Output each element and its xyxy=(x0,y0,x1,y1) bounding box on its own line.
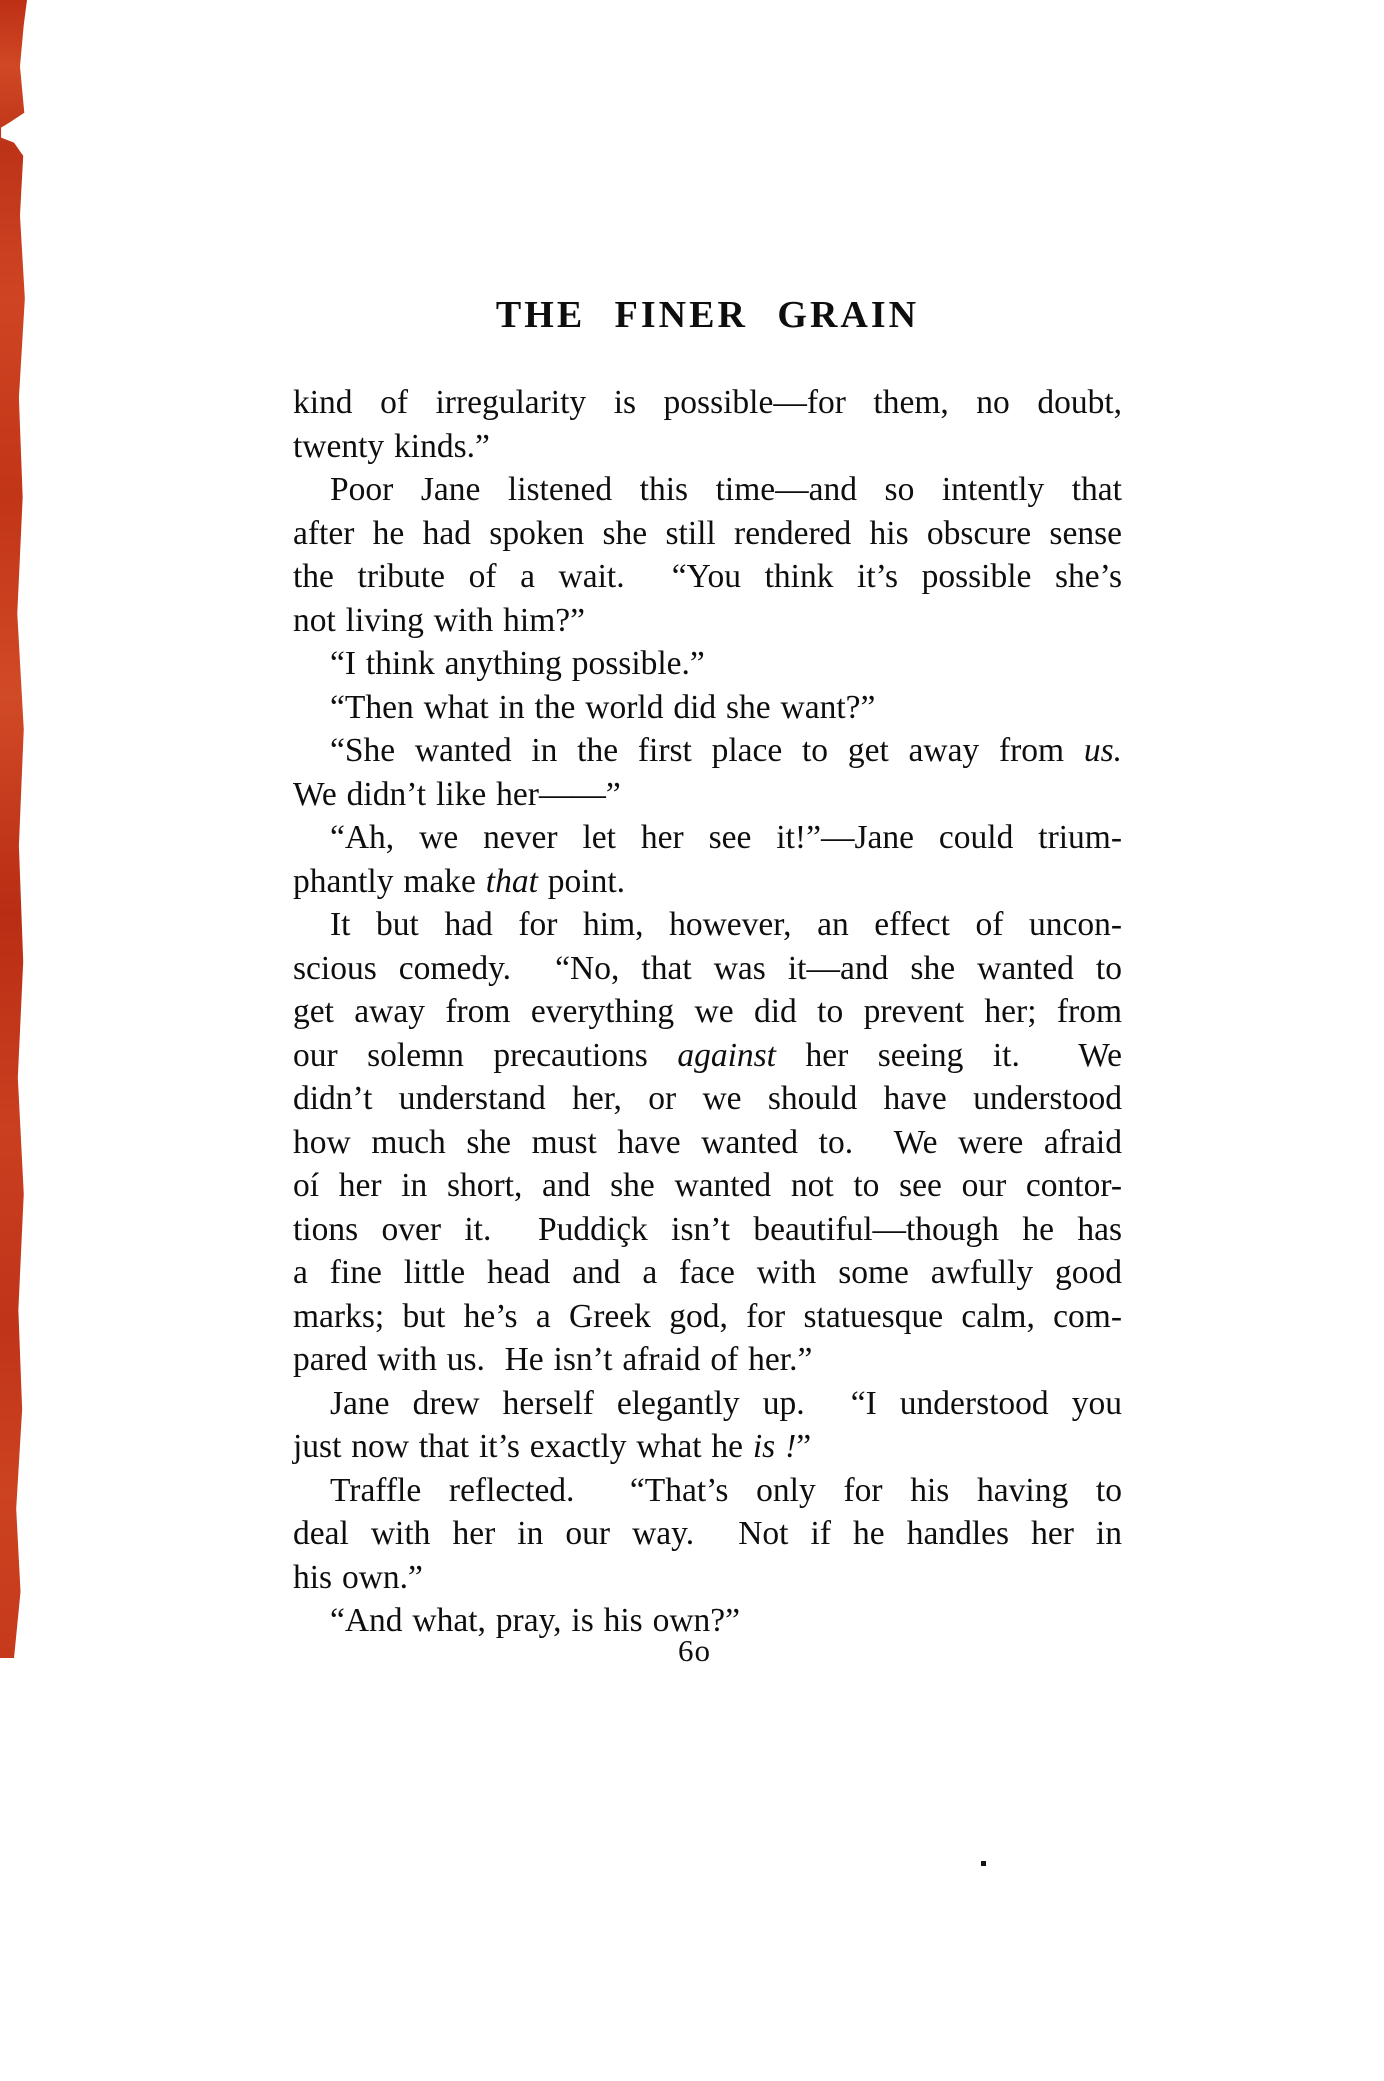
text-line xyxy=(293,512,1122,556)
text-line xyxy=(293,1469,1122,1513)
italic-text: us. xyxy=(1083,732,1122,769)
text-line xyxy=(293,1338,1122,1382)
text-segment: kind of irregularity is possible—for them, no doubt, xyxy=(293,384,1122,421)
page-number: 6o xyxy=(678,1633,711,1668)
text-segment: We didn’t like her——” xyxy=(293,775,621,813)
text-segment: oí her in short, and she wanted not to see our contor- xyxy=(293,1167,1122,1204)
text-segment: his own.” xyxy=(293,1558,423,1596)
text-line xyxy=(293,468,1122,512)
italic-text: is ! xyxy=(752,1428,797,1465)
text-segment: “She wanted in the first place to get away from xyxy=(330,732,1084,769)
text-segment: just now that it’s exactly what he xyxy=(293,1428,753,1465)
text-segment: marks; but he’s a Greek god, for statuesque calm, com- xyxy=(293,1297,1122,1335)
body-text xyxy=(293,381,1122,1643)
text-segment: It but had for him, however, an effect of uncon- xyxy=(330,906,1122,943)
text-segment: not living with him?” xyxy=(293,601,586,639)
text-segment: scious comedy. “No, that was it—and she wanted to xyxy=(293,949,1122,987)
text-segment: “Ah, we never let her see it!”—Jane could trium- xyxy=(330,819,1122,856)
text-segment: Traffle reflected. “That’s only for his having to xyxy=(330,1471,1122,1509)
text-segment: get away from everything we did to prevent her; from xyxy=(293,993,1122,1030)
text-line xyxy=(293,1077,1122,1121)
scan-edge-stain xyxy=(0,0,27,1658)
text-line xyxy=(293,860,1122,904)
text-line xyxy=(293,773,1122,817)
text-line xyxy=(293,425,1122,469)
text-line xyxy=(293,947,1122,991)
text-segment: how much she must have wanted to. We were afraid xyxy=(293,1123,1122,1161)
text-line xyxy=(293,990,1122,1034)
text-line xyxy=(293,1425,1122,1469)
text-line xyxy=(293,1034,1122,1078)
text-line xyxy=(293,816,1122,860)
text-line xyxy=(293,599,1122,643)
text-segment: Jane drew herself elegantly up. “I understood you xyxy=(330,1384,1122,1422)
text-line xyxy=(293,1251,1122,1295)
text-segment: “And what, pray, is his own?” xyxy=(330,1602,741,1639)
text-line xyxy=(293,1121,1122,1165)
text-line xyxy=(293,555,1122,599)
text-segment: pared with us. He isn’t afraid of her.” xyxy=(293,1341,813,1378)
text-segment: the tribute of a wait. “You think it’s possible she’s xyxy=(293,558,1122,595)
text-segment: after he had spoken she still rendered his obscure sense xyxy=(293,514,1122,552)
text-line xyxy=(293,1556,1122,1600)
page-title: THE FINER GRAIN xyxy=(495,294,920,336)
scan-speck xyxy=(981,1861,986,1866)
text-segment: twenty kinds.” xyxy=(293,427,490,465)
text-line xyxy=(293,1164,1122,1208)
italic-text: that xyxy=(485,862,538,900)
text-segment: Poor Jane listened this time—and so intently that xyxy=(330,471,1122,508)
text-segment: “Then what in the world did she want?” xyxy=(330,688,876,726)
text-segment: her seeing it. We xyxy=(775,1036,1123,1074)
text-segment: tions over it. Puddiçk isn’t beautiful—though he has xyxy=(293,1210,1122,1248)
text-line xyxy=(293,1295,1122,1339)
text-segment: phantly make xyxy=(293,862,486,900)
text-segment: point. xyxy=(537,862,626,900)
text-line xyxy=(293,642,1122,686)
text-segment: a fine little head and a face with some awfully good xyxy=(293,1254,1122,1291)
text-segment: “I think anything possible.” xyxy=(330,645,705,682)
text-segment: didn’t understand her, or we should have understood xyxy=(293,1080,1122,1117)
text-segment: ” xyxy=(796,1428,812,1465)
text-line xyxy=(293,686,1122,730)
text-line xyxy=(293,729,1122,773)
text-line xyxy=(293,381,1122,425)
text-segment: deal with her in our way. Not if he handles her in xyxy=(293,1515,1122,1552)
text-segment: our solemn precautions xyxy=(293,1036,678,1074)
text-line xyxy=(293,1512,1122,1556)
text-line xyxy=(293,1208,1122,1252)
italic-text: against xyxy=(677,1036,776,1074)
text-line xyxy=(293,1382,1122,1426)
text-line xyxy=(293,903,1122,947)
